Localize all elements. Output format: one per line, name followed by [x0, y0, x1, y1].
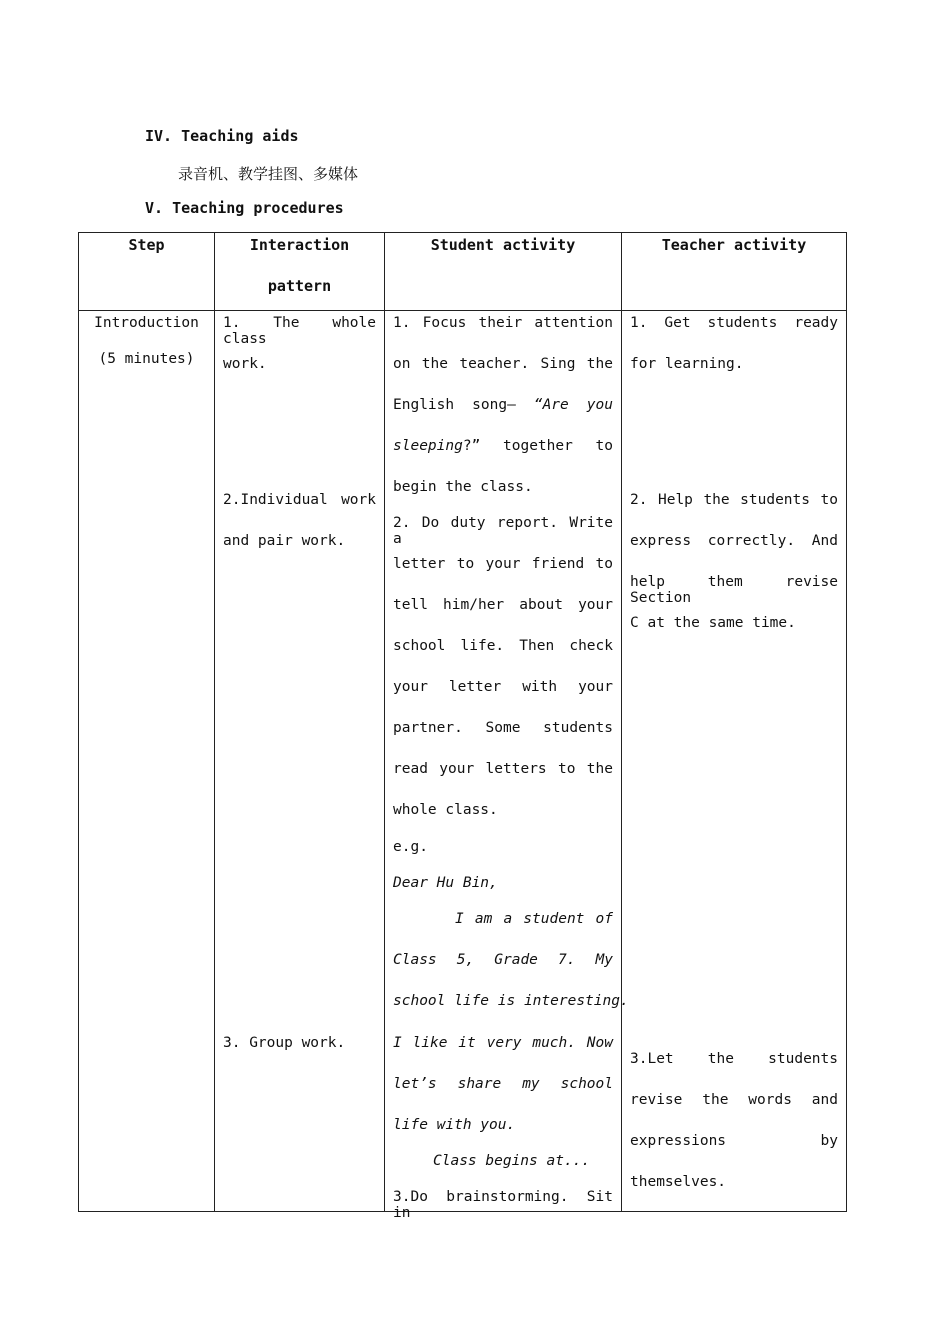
table-row [79, 311, 847, 1212]
header-step: Step [79, 233, 215, 311]
interaction-3: 3. Group work. [223, 1035, 346, 1051]
step-name: Introduction [94, 315, 199, 331]
header-student-activity: Student activity [385, 233, 622, 311]
step-cell [79, 311, 215, 1212]
header-interaction-pattern: Interaction pattern [215, 233, 385, 311]
interaction-cell: 1. The whole class work. 2.Individual work and pair work. 3. Group work. [215, 311, 385, 1212]
interaction-1: 1. The whole class [223, 315, 376, 347]
interaction-2: 2.Individual work [223, 492, 376, 508]
section-heading-teaching-aids: IV. Teaching aids [145, 127, 299, 145]
section-heading-teaching-procedures: V. Teaching procedures [145, 199, 344, 217]
table-header-row [79, 233, 847, 311]
teacher-activity-cell: 1. Get students ready for learning. 2. Help the students to express correctly. And help them revise Section C at the same time. 3.Let the students revise the words and expressions by themselves. [622, 311, 847, 1212]
teaching-aids-list: 录音机、教学挂图、多媒体 [178, 165, 359, 183]
student-activity-cell: 1. Focus their attention on the teacher. Sing the English song— “Are you sleeping?” together to begin the class. 2. Do duty report. Write a letter to your friend to tell him/her about your school life. Then check your letter with your partner. Some students read your letters to the whole class. e.g. Dear Hu Bin, I am a student of Class 5, Grade 7. My school life is interesting. I like it very much. Now let’s share my school life with you. Class begins at... 3.Do brainstorming. Sit in [385, 311, 622, 1212]
step-duration: (5 minutes) [98, 351, 195, 367]
header-teacher-activity: Teacher activity [622, 233, 847, 311]
procedures-table [78, 232, 847, 1221]
